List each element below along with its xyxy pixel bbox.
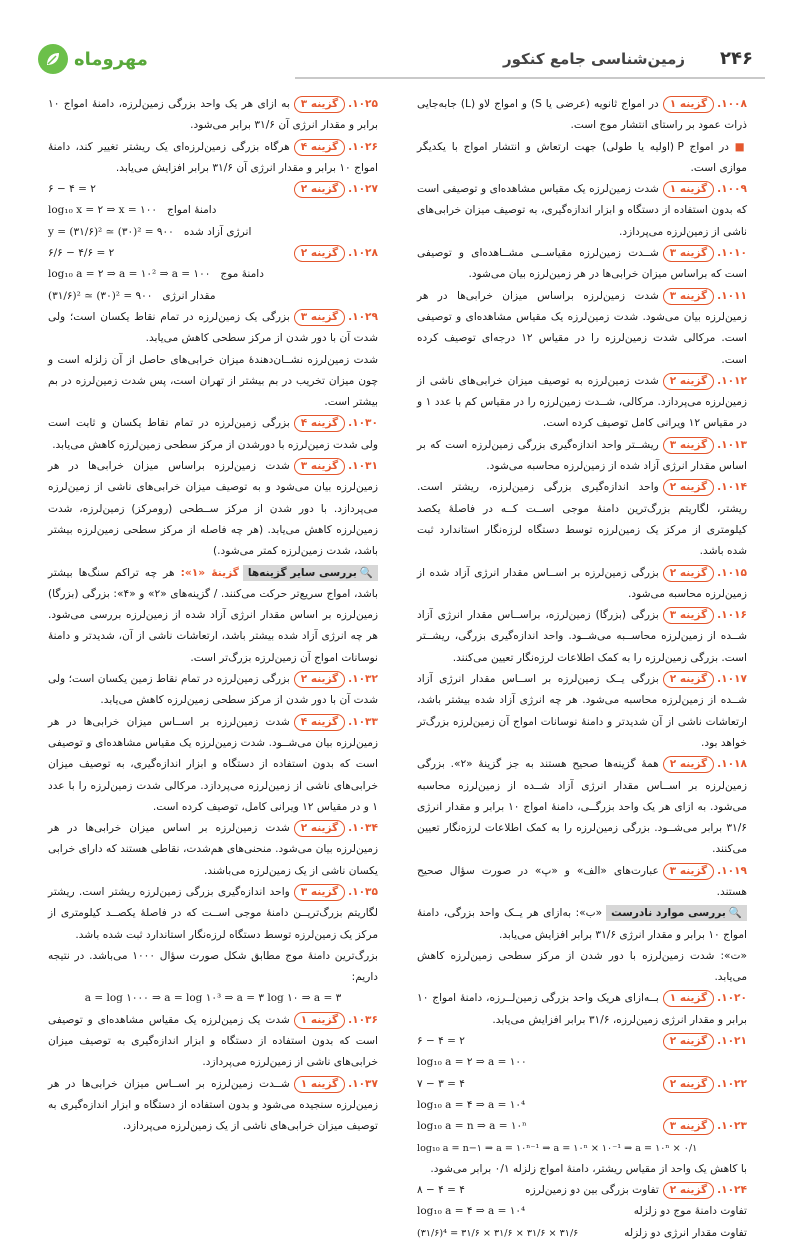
answer-paragraph xyxy=(48,818,378,882)
magnifier-icon: 🔍 xyxy=(359,566,374,579)
answer-option-badge: گزینه ۳ xyxy=(294,309,345,326)
header-divider xyxy=(295,77,765,79)
magnifier-icon: 🔍 xyxy=(728,907,742,920)
explanation-text: هر چه تراکم سنگ‌ها بیشتر باشد، امواج سریع‌تر حرکت می‌کنند. / گزینه‌های «۲» و «۴»: بزرگی (بزرگا) زمین‌لرزه بر اساس مقدار انرژی آزاد شده از زمین‌لرزه بررسی می‌شود. هر چه انرژی آزاد شده بیشتر باشد، ارتعاشات ناشی از آن، شدیدتر و دامنهٔ نوسانات امواج آن زمین‌لرزه بزرگ‌تر است. xyxy=(48,566,378,664)
question-number: ۱۰۲۶. xyxy=(348,140,378,153)
explanation-text: ریشــتر واحد اندازه‌گیری بزرگی زمین‌لرزه است که بر اساس مقدار انرژی آزاد شده از زمین‌لرزه محاسبه می‌شود. xyxy=(417,438,747,473)
equation: ۸ − ۴ = ۴ xyxy=(417,1184,465,1197)
explanation-text: شــدت زمین‌لرزه مقیاســی مشــاهده‌ای و توصیفی است که براساس میزان خرابی‌ها در هر زمین‌لرزه بیان می‌شود. xyxy=(417,247,747,281)
question-number: ۱۰۳۱. xyxy=(348,460,378,473)
answer-option-badge: گزینه ۱ xyxy=(294,1012,345,1029)
question-number: ۱۰۲۷. xyxy=(348,183,378,196)
answer-paragraph xyxy=(48,137,378,180)
question-number: ۱۰۱۴. xyxy=(717,481,747,494)
explanation-text: واحد اندازه‌گیری بزرگی زمین‌لرزه ریشتر است. ریشتر لگاریتم بزرگ‌تریــن دامنهٔ موجی اســت که در فاصلهٔ یکصــد کیلومتری از مرکز یک زمین‌لرزه توسط دستگاه لرزه‌نگار استاندارد ثبت شده باشد. xyxy=(48,885,378,941)
answer-paragraph xyxy=(48,350,378,414)
review-tag xyxy=(606,905,747,921)
question-number: ۱۰۳۵. xyxy=(348,885,378,898)
explanation-text: شــدت زمین‌لرزه بر اســاس میزان خرابی‌ها در هر زمین‌لرزه سنجیده می‌شود و بدون استفاده از دستگاه و ابزار اندازه‌گیری به توصیف میزان خرابی‌های ناشی از یک زمین‌لرزه می‌پردازد. xyxy=(48,1077,378,1133)
answer-paragraph xyxy=(417,669,747,754)
answer-option-badge: گزینه ۴ xyxy=(294,415,345,432)
equation-label: مقدار انرژی xyxy=(162,289,216,302)
explanation-text: هرگاه بزرگی زمین‌لرزه‌ای یک ریشتر تغییر کند، دامنهٔ امواج ۱۰ برابر و مقدار انرژی آن ۳۱/۶ برابر افزایش می‌یابد. xyxy=(48,140,378,174)
equation: log₁₀ a = n ⇒ a = ۱۰ⁿ xyxy=(417,1120,527,1133)
answer-option-badge: گزینه ۳ xyxy=(663,1118,714,1135)
answer-paragraph xyxy=(417,435,747,478)
question-number: ۱۰۳۷. xyxy=(348,1077,378,1090)
answer-1024 xyxy=(417,1180,747,1201)
explanation-text: «ب»: به‌ازای هر یــک واحد بزرگی، دامنهٔ امواج ۱۰ برابر و مقدار انرژی ۳۱/۶ برابر افزایش می‌یابد. xyxy=(417,907,747,941)
answer-option-badge: گزینه ۴ xyxy=(294,139,345,156)
running-header-title: زمین‌شناسی جامع کنکور xyxy=(502,50,685,68)
question-number: ۱۰۰۸. xyxy=(717,98,747,110)
equation: (۳۱/۶)² ≃ (۳۰)² = ۹۰۰ xyxy=(48,289,153,302)
answer-option-badge: گزینه ۲ xyxy=(663,479,714,496)
answer-paragraph xyxy=(417,988,747,1031)
answer-paragraph xyxy=(48,413,378,456)
question-number: ۱۰۳۳. xyxy=(348,715,378,728)
question-number: ۱۰۱۸. xyxy=(717,758,747,771)
equation: (۳۱/۶)⁴ = ۳۱/۶ × ۳۱/۶ × ۳۱/۶ × ۳۱/۶ xyxy=(417,1227,579,1239)
explanation-text: تفاوت بزرگی بین دو زمین‌لرزه xyxy=(525,1184,659,1197)
question-number: ۱۰۰۹. xyxy=(717,183,747,196)
answer-option-badge: گزینه ۱ xyxy=(663,990,714,1007)
answer-option-badge: گزینه ۲ xyxy=(663,1182,714,1199)
question-number: ۱۰۱۲. xyxy=(717,374,747,387)
answer-option-badge: گزینه ۳ xyxy=(663,245,714,262)
answer-option-badge: گزینه ۳ xyxy=(663,288,714,305)
answer-option-badge: گزینه ۲ xyxy=(663,756,714,773)
answer-option-badge: گزینه ۲ xyxy=(294,245,345,262)
explanation-text: بزرگی (بزرگا) زمین‌لرزه، براســاس مقدار انرژی آزاد شــده از زمین‌لرزه محاســبه می‌شــود. واحد اندازه‌گیری بزرگی، ریشــتر است. بزرگی زمین‌لرزه را به کمک اطلاعات لرزه‌نگار تعیین می‌کنند. xyxy=(417,609,747,664)
leaf-icon xyxy=(38,44,68,74)
answer-paragraph xyxy=(417,477,747,562)
answer-paragraph xyxy=(417,946,747,989)
explanation-text: بزرگی زمین‌لرزه در تمام نقاط یکسان و ثابت است ولی شدت زمین‌لرزه با دورشدن از مرکز سطحی زمین‌لرزه کاهش می‌یابد. xyxy=(48,417,378,451)
option-reference: گزینهٔ «۱»: xyxy=(180,566,239,579)
equation-row xyxy=(417,1201,747,1222)
question-number: ۱۰۲۰. xyxy=(717,992,747,1005)
explanation-text: شدت زمین‌لرزه براساس میزان خرابی‌ها در هر زمین‌لرزه بیان می‌شود و به توصیف میزان خرابی‌های ناشی از زمین‌لرزه می‌پردازد. با دور شدن از مرکز ســطحی (رومرکز) زمین‌لرزه، شدت زمین‌لرزه کاهش می‌یابد. (هر چه فاصله از مرکز سطحی زمین‌لرزه بیشتر باشد، شدت زمین‌لرزه کمتر می‌شود.) xyxy=(48,460,378,558)
question-number: ۱۰۲۱. xyxy=(717,1035,747,1048)
answer-paragraph xyxy=(417,286,747,371)
question-number: ۱۰۲۲. xyxy=(717,1077,747,1090)
question-number: ۱۰۱۹. xyxy=(717,864,747,877)
explanation-text: شدت زمین‌لرزه یک مقیاس مشاهده‌ای و توصیفی است که بدون استفاده از دستگاه و ابزار اندازه‌گیری، به توصیف میزان خرابی‌های ناشی از زمین‌لرزه می‌پردازد. xyxy=(417,183,747,238)
explanation-text: شدت زمین‌لرزه نشــان‌دهندهٔ میزان خرابی‌های حاصل از آن زلزله است و چون میزان تخریب در بم بیشتر از تهران است، پس شدت زمین‌لرزه در بم بیشتر است. xyxy=(48,353,378,409)
question-number: ۱۰۲۴. xyxy=(717,1184,747,1197)
equation-row xyxy=(48,222,378,243)
equation: log₁₀ a = ۴ ⇒ a = ۱۰⁴ xyxy=(417,1205,526,1218)
equation: log₁₀ a = ۲ ⇒ a = ۱۰۰ xyxy=(417,1056,527,1069)
answer-paragraph xyxy=(417,371,747,435)
question-number: ۱۰۱۷. xyxy=(717,673,747,686)
question-number: ۱۰۳۴. xyxy=(348,822,378,835)
review-tag-label: بررسی موارد نادرست xyxy=(611,907,726,920)
explanation-text: بزرگی زمین‌لرزه در تمام نقاط زمین یکسان است؛ ولی شدت آن با دور شدن از مرکز سطحی زمین‌لرزه کاهش می‌یابد. xyxy=(48,673,378,707)
explanation-text: بزرگی زمین‌لرزه بر اســاس مقدار انرژی آزاد شده از زمین‌لرزه محاسبه می‌شود. xyxy=(417,566,747,600)
answer-option-badge: گزینه ۳ xyxy=(294,96,345,113)
answer-1023 xyxy=(417,1116,747,1137)
answer-paragraph xyxy=(417,179,747,243)
equation: log₁₀ a = n−۱ ⇒ a = ۱۰ⁿ⁻¹ ⇒ a = ۱۰ⁿ × ۱۰⁻¹ ⇒ a = ۱۰ⁿ × ۰/۱ xyxy=(417,1142,698,1154)
explanation-text: بزرگ‌ترین دامنهٔ موج مطابق شکل صورت سؤال ۱۰۰۰ می‌باشد. در نتیجه داریم: xyxy=(48,949,379,984)
question-number: ۱۰۳۰. xyxy=(348,417,378,430)
explanation-text: عبارت‌های «الف» و «پ» در صورت سؤال صحیح هستند. xyxy=(417,864,747,898)
answer-paragraph xyxy=(417,243,747,286)
answer-option-badge: گزینه ۲ xyxy=(663,671,714,688)
answer-option-badge: گزینه ۲ xyxy=(663,565,714,582)
equation-row xyxy=(417,1223,747,1244)
answer-paragraph xyxy=(48,307,378,350)
explanation-text: همهٔ گزینه‌ها صحیح هستند به جز گزینهٔ «۲». بزرگی زمین‌لرزه بر اســاس مقدار انرژی آزاد شــده از زمین‌لرزه محاسبه می‌شود. به ازای هر یک واحد بزرگــی، دامنهٔ امواج ۱۰ برابر و مقدار انرژی ۳۱/۶ برابر می‌شــود. بزرگی زمین‌لرزه را به کمک اطلاعات لرزه‌نگار تعیین می‌کنند. xyxy=(417,758,747,856)
explanation-text: شدت زمین‌لرزه بر اساس میزان خرابی‌ها در هر زمین‌لرزه بیان می‌شود. منحنی‌های هم‌شدت، نقاطی هستند که دارای خرابی یکسان ناشی از یک زمین‌لرزه می‌باشند. xyxy=(48,822,378,877)
question-number: ۱۰۲۵. xyxy=(348,98,378,110)
question-number: ۱۰۱۱. xyxy=(717,289,747,302)
answer-paragraph xyxy=(48,946,378,989)
explanation-text: شدت زمین‌لرزه بر اســاس میزان خرابی‌ها در هر زمین‌لرزه بیان می‌شــود. شدت زمین‌لرزه یک مقیاس مشاهده‌ای و توصیفی است که بدون استفاده از دستگاه و ابزار اندازه‌گیری، به توصیف میزان خرابی‌های ناشی از زمین‌لرزه می‌پردازد. مرکالی شدت زمین‌لرزه را با عدد ۱ و در مقیاس ۱۲ ویرانی کامل، توصیف کرده است. xyxy=(48,715,378,813)
answer-paragraph xyxy=(417,605,747,669)
answer-paragraph xyxy=(417,754,747,860)
explanation-text: «ت»: شدت زمین‌لرزه با دور شدن از مرکز سطحی زمین‌لرزه کاهش می‌یابد. xyxy=(417,949,747,984)
equation-row xyxy=(48,264,378,285)
answer-paragraph xyxy=(417,94,747,137)
explanation-text: بزرگی یک زمین‌لرزه در تمام نقاط یکسان است؛ ولی شدت آن با دور شدن از مرکز سطحی کاهش می‌یابد. xyxy=(48,310,378,345)
review-tag xyxy=(243,565,378,581)
question-number: ۱۰۲۸. xyxy=(348,247,378,260)
answer-option-badge: گزینه ۲ xyxy=(663,373,714,390)
answer-option-badge: گزینه ۴ xyxy=(294,714,345,731)
question-number: ۱۰۱۶. xyxy=(717,609,747,622)
explanation-text: در امواج ثانویه (عرضی یا S) و امواج لاو (L) جابه‌جایی ذرات عمود بر راستای انتشار موج است. xyxy=(417,98,747,132)
question-number: ۱۰۲۳. xyxy=(717,1120,747,1133)
answer-paragraph xyxy=(48,669,378,712)
equation: log₁₀ a = ۴ ⇒ a = ۱۰⁴ xyxy=(417,1098,526,1111)
answer-paragraph xyxy=(417,137,747,180)
explanation-text: شدت زمین‌لرزه به توصیف میزان خرابی‌های ناشی از زمین‌لرزه می‌پردازد. مرکالی، شــدت زمین‌لرزه را در مقیاس کم با عدد ۱ و در مقیاس ۱۲ ویرانی کامل توصیف کرده است. xyxy=(417,374,747,430)
left-column xyxy=(48,94,378,1138)
page-number: ۲۴۶ xyxy=(720,48,753,69)
answer-option-badge: گزینه ۳ xyxy=(294,884,345,901)
explanation-text: در امواج P (اولیه یا طولی) جهت ارتعاش و انتشار امواج با یکدیگر موازی است. xyxy=(417,140,747,174)
answer-option-badge: گزینه ۲ xyxy=(663,1033,714,1050)
answer-paragraph xyxy=(48,563,378,669)
explanation-text: بــه‌ازای هریک واحد بزرگی زمین‌لــرزه، دامنهٔ امواج ۱۰ برابر و مقدار انرژی زمین‌لرزه، ۳۱/۶ برابر افزایش می‌یابد. xyxy=(417,992,747,1026)
answer-paragraph xyxy=(417,563,747,606)
answer-option-badge: گزینه ۲ xyxy=(294,671,345,688)
publisher-logo xyxy=(38,44,148,74)
equation: ۶/۶ − ۴/۶ = ۲ xyxy=(48,247,115,260)
question-number: ۱۰۳۲. xyxy=(348,673,378,686)
equation: ۷ − ۳ = ۴ xyxy=(417,1077,465,1090)
answer-option-badge: گزینه ۲ xyxy=(663,1076,714,1093)
answer-option-badge: گزینه ۱ xyxy=(663,181,714,198)
explanation-text: بزرگی یــک زمین‌لرزه بر اســاس مقدار انرژی آزاد شــده از زمین‌لرزه محاسبه می‌شود. هر چه انرژی آزاد شده بیشتر باشد، ارتعاشات ناشی از آن شدیدتر و دامنهٔ نوسانات امواج آن زمین‌لرزه بزرگ‌تر خواهد بود. xyxy=(417,673,747,749)
question-number: ۱۰۲۹. xyxy=(348,310,378,323)
explanation-text: به ازای هر یک واحد بزرگی زمین‌لرزه، دامنهٔ امواج ۱۰ برابر و مقدار انرژی آن ۳۱/۶ برابر می‌شود. xyxy=(48,98,378,132)
answer-1022 xyxy=(417,1074,747,1095)
answer-option-badge: گزینه ۱ xyxy=(663,96,714,113)
answer-paragraph xyxy=(417,861,747,904)
answer-1028 xyxy=(48,243,378,264)
equation-row xyxy=(48,286,378,307)
equation: ۶ − ۴ = ۲ xyxy=(417,1035,465,1048)
equation: y = (۳۱/۶)² ≃ (۳۰)² = ۹۰۰ xyxy=(48,225,174,238)
equation-label: تفاوت مقدار انرژی دو زلزله xyxy=(624,1226,747,1239)
answer-option-badge: گزینه ۱ xyxy=(294,1076,345,1093)
answer-option-badge: گزینه ۳ xyxy=(663,863,714,880)
equation: log₁₀ x = ۲ ⇒ x = ۱۰۰ xyxy=(48,204,157,217)
explanation-text: شدت زمین‌لرزه براساس میزان خرابی‌ها در هر زمین‌لرزه بیان می‌شود. شدت زمین‌لرزه یک مقیاس مشاهده‌ای و توصیفی است. مرکالی شدت زمین‌لرزه را در مقیاس ۱۲ درجه‌ای توصیف کرده است. xyxy=(417,289,747,366)
right-column xyxy=(417,94,747,1244)
explanation-text: شدت یک زمین‌لرزه یک مقیاس مشاهده‌ای و توصیفی است که بدون استفاده از دستگاه و ابزار اندازه‌گیری به توصیف میزان خرابی‌های ناشی از زمین‌لرزه می‌پردازد. xyxy=(48,1013,378,1069)
answer-paragraph xyxy=(48,1074,378,1138)
review-tag-label: بررسی سایر گزینه‌ها xyxy=(247,566,357,579)
equation-row xyxy=(48,200,378,221)
answer-paragraph xyxy=(48,712,378,818)
equation-label: تفاوت دامنهٔ موج دو زلزله xyxy=(633,1205,747,1218)
question-number: ۱۰۱۳. xyxy=(717,438,747,451)
answer-paragraph xyxy=(48,94,378,137)
equation: a = log ۱۰۰۰ ⇒ a = log ۱۰³ ⇒ a = ۳ log ۱۰ ⇒ a = ۳ xyxy=(84,992,342,1005)
question-number: ۱۰۳۶. xyxy=(348,1013,378,1026)
answer-paragraph xyxy=(48,882,378,946)
answer-option-badge: گزینه ۲ xyxy=(294,181,345,198)
equation-label: دامنهٔ موج xyxy=(220,268,264,281)
explanation-text: واحد اندازه‌گیری بزرگی زمین‌لرزه، ریشتر است. ریشتر، لگاریتم بزرگ‌ترین دامنهٔ موجی اســت کــه در فاصلهٔ یکصد کیلومتری از مرکز یک زمین‌لرزه توسط دستگاه لرزه‌نگار استاندارد ثبت شده باشد. xyxy=(417,481,747,558)
answer-1021 xyxy=(417,1031,747,1052)
logo-text: مهروماه xyxy=(74,48,148,70)
equation-label: انرژی آزاد شده xyxy=(183,225,252,238)
answer-paragraph xyxy=(48,1010,378,1074)
answer-option-badge: گزینه ۳ xyxy=(294,458,345,475)
question-number: ۱۰۱۵. xyxy=(717,566,747,579)
equation-label: دامنهٔ امواج xyxy=(166,204,217,217)
equation: ۶ − ۴ = ۲ xyxy=(48,183,96,196)
equation: log₁₀ a = ۲ ⇒ a = ۱۰² ⇒ a = ۱۰۰ xyxy=(48,268,211,281)
answer-option-badge: گزینه ۳ xyxy=(663,437,714,454)
explanation-text: با کاهش یک واحد از مقیاس ریشتر، دامنهٔ امواج زلزله ۰/۱ برابر می‌شود. xyxy=(430,1162,747,1175)
answer-option-badge: گزینه ۲ xyxy=(294,820,345,837)
question-number: ۱۰۱۰. xyxy=(717,247,747,260)
bullet-icon: ■ xyxy=(734,140,748,153)
answer-paragraph xyxy=(48,456,378,562)
answer-1027 xyxy=(48,179,378,200)
answer-paragraph xyxy=(417,903,747,946)
answer-option-badge: گزینه ۳ xyxy=(663,607,714,624)
